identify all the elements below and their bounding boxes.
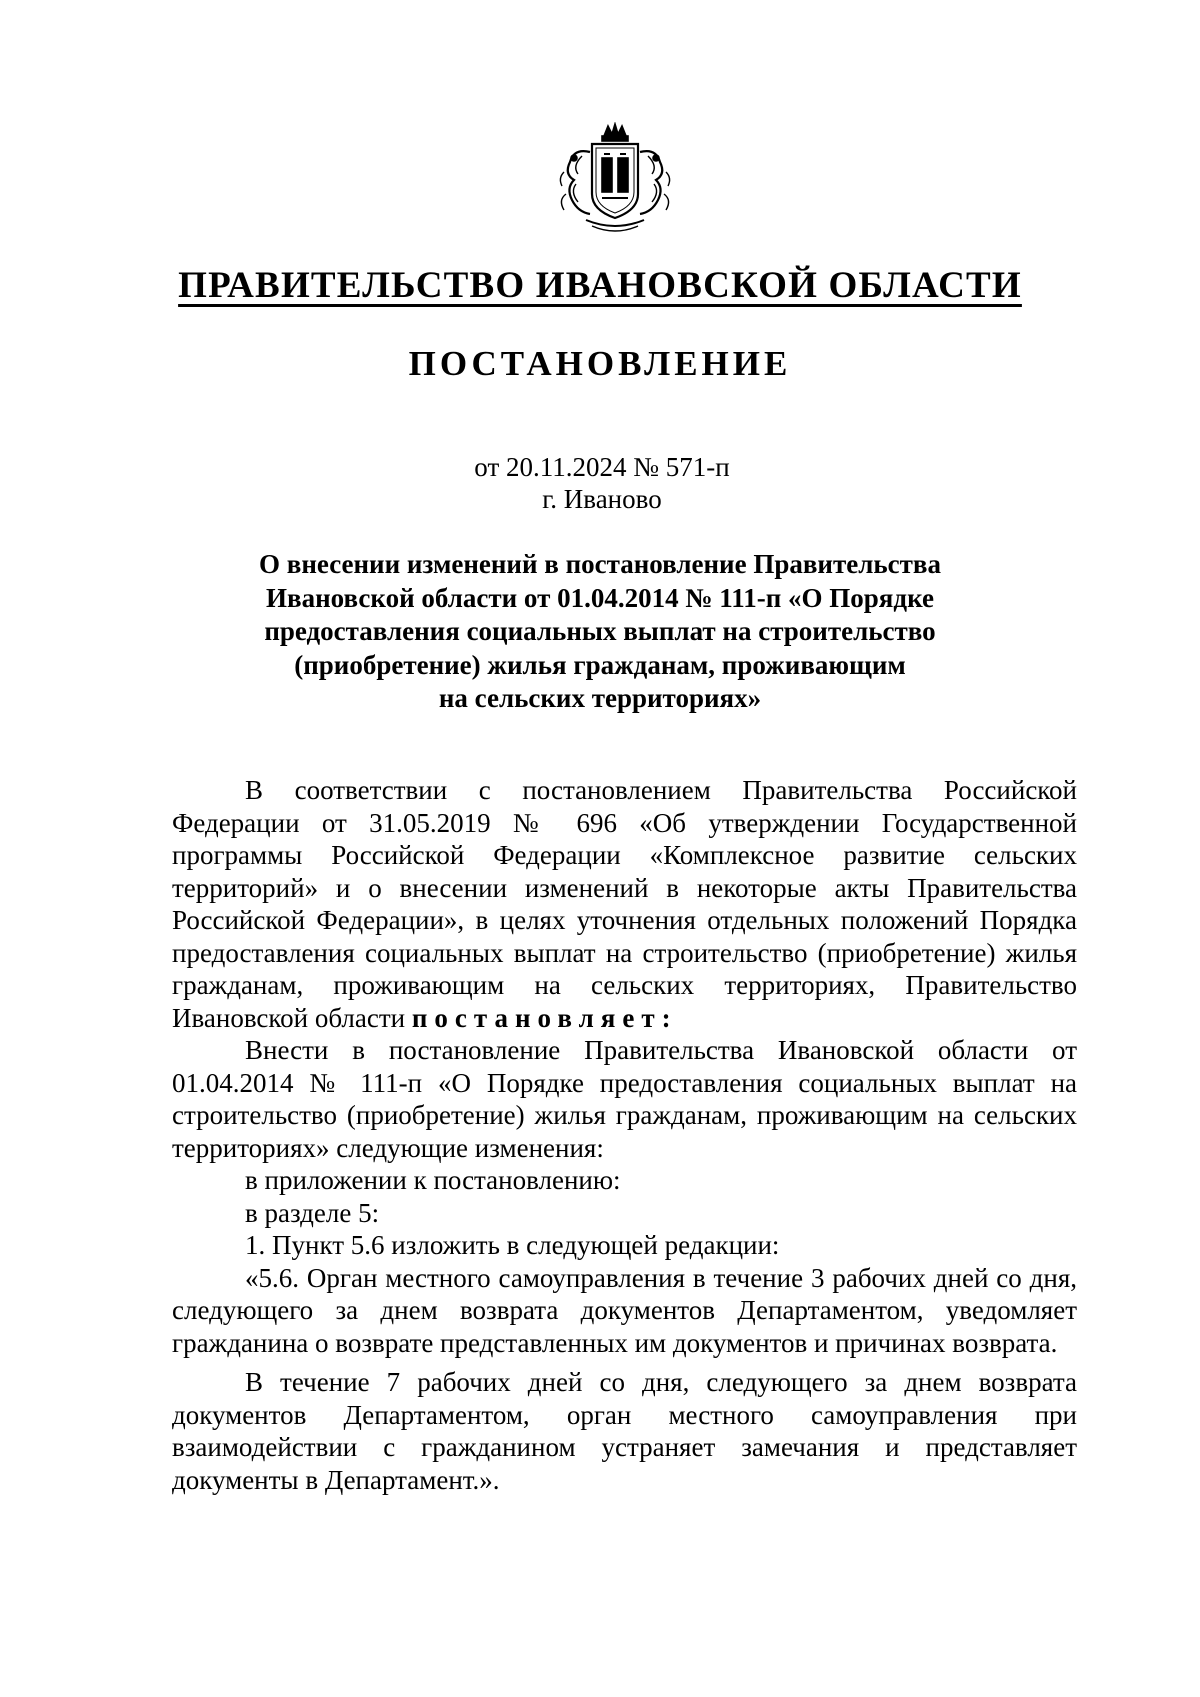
resolves-keyword: постановляет:	[411, 1002, 678, 1033]
paragraph-appendix: в приложении к постановлению:	[245, 1165, 621, 1195]
document-city: г. Иваново	[542, 484, 662, 514]
heading-line: на сельских территориях»	[438, 683, 762, 713]
heading-line: Ивановской области от 01.04.2014 № 111-п «О Порядке	[266, 582, 934, 613]
paragraph-section: в разделе 5:	[245, 1197, 380, 1228]
document-body	[172, 774, 1077, 1496]
paragraph-clause-5-6-cont: В течение 7 рабочих дней со дня, следующего за днем возврата документов Департаментом, орган местного самоуправления при взаимодействии с гражданином устраняет замечания и представляет документы в Департамент.».	[172, 1367, 1077, 1495]
document-heading	[200, 548, 1000, 716]
document-date-number: от 20.11.2024 № 571-п	[474, 452, 730, 482]
preamble-text: В соответствии с постановлением Правительства Российской Федерации от 31.05.2019 № 696 «Об утверждении Государственной программы Российской Федерации «Комплексное развитие сельских территорий» и о внесении изменений в некоторые акты Правительства Российской Федерации», в целях уточнения отдельных положений Порядка предоставления социальных выплат на строительство (приобретение) жилья гражданам, проживающим на сельских территориях, Правительство Ивановской области	[172, 775, 1077, 1033]
heading-line: (приобретение) жилья гражданам, проживающим	[294, 649, 906, 680]
coat-of-arms-icon	[552, 122, 678, 236]
paragraph-item: 1. Пункт 5.6 изложить в следующей редакции:	[245, 1230, 780, 1260]
heading-line: О внесении изменений в постановление Правительства	[259, 549, 941, 579]
paragraph-amendment: Внести в постановление Правительства Ивановской области от 01.04.2014 № 111-п «О Порядке предоставления социальных выплат на строительство (приобретение) жилья гражданам, проживающим на сельских территориях» следующие изменения:	[172, 1035, 1077, 1163]
government-title: ПРАВИТЕЛЬСТВО ИВАНОВСКОЙ ОБЛАСТИ	[178, 265, 1022, 306]
document-type: ПОСТАНОВЛЕНИЕ	[408, 344, 792, 383]
paragraph-clause-5-6: «5.6. Орган местного самоуправления в течение 3 рабочих дней со дня, следующего за днем возврата документов Департаментом, уведомляет гражданина о возврате представленных им документов и причинах возврата.	[172, 1262, 1077, 1358]
heading-line: предоставления социальных выплат на строительство	[264, 616, 936, 646]
paragraph-preamble	[172, 774, 1077, 1034]
